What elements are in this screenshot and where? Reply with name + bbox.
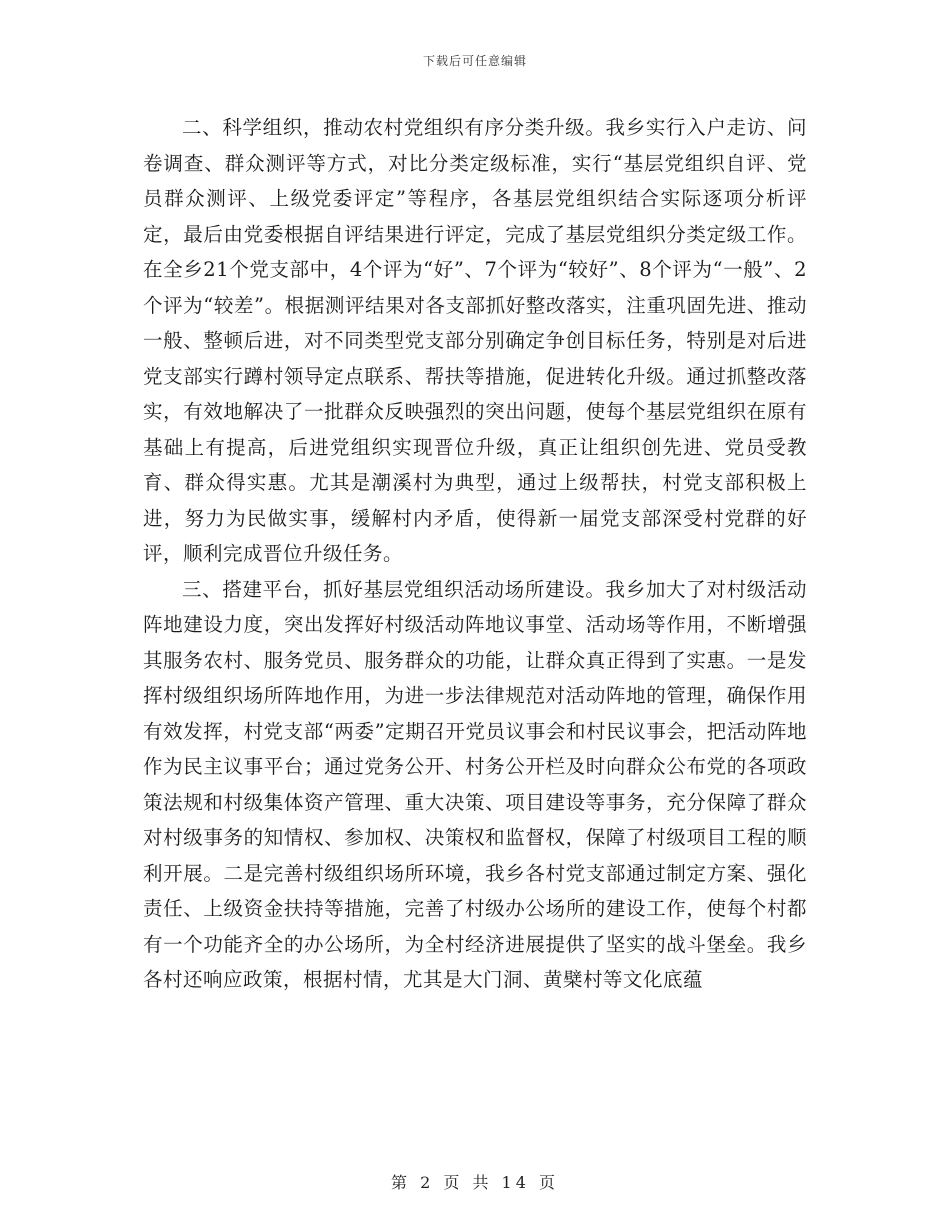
document-body	[143, 110, 807, 998]
paragraph-section-three: 三、搭建平台，抓好基层党组织活动场所建设。我乡加大了对村级活动阵地建设力度，突出发挥好村级活动阵地议事堂、活动场等作用，不断增强其服务农村、服务党员、服务群众的功能，让群众真正得到了实惠。一是发挥村级组织场所阵地作用，为进一步法律规范对活动阵地的管理，确保作用有效发挥，村党支部“两委”定期召开党员议事会和村民议事会，把活动阵地作为民主议事平台；通过党务公开、村务公开栏及时向群众公布党的各项政策法规和村级集体资产管理、重大决策、项目建设等事务，充分保障了群众对村级事务的知情权、参加权、决策权和监督权，保障了村级项目工程的顺利开展。二是完善村级组织场所环境，我乡各村党支部通过制定方案、强化责任、上级资金扶持等措施，完善了村级办公场所的建设工作，使每个村都有一个功能齐全的办公场所，为全村经济进展提供了坚实的战斗堡垒。我乡各村还响应政策，根据村情，尤其是大门洞、黄檗村等文化底蕴	[143, 577, 807, 991]
page-header: 下载后可任意编辑	[422, 54, 527, 68]
page-number-footer: 第 2 页 共 14 页	[391, 1173, 559, 1192]
paragraph-section-two: 二、科学组织，推动农村党组织有序分类升级。我乡实行入户走访、问卷调查、群众测评等方式，对比分类定级标准，实行“基层党组织自评、党员群众测评、上级党委评定”等程序，各基层党组织结合实际逐项分析评定，最后由党委根据自评结果进行评定，完成了基层党组织分类定级工作。在全乡21个党支部中，4个评为“好”、7个评为“较好”、8个评为“一般”、2个评为“较差”。根据测评结果对各支部抓好整改落实，注重巩固先进、推动一般、整顿后进，对不同类型党支部分别确定争创目标任务，特别是对后进党支部实行蹲村领导定点联系、帮扶等措施，促进转化升级。通过抓整改落实，有效地解决了一批群众反映强烈的突出问题，使每个基层党组织在原有基础上有提高，后进党组织实现晋位升级，真正让组织创先进、党员受教育、群众得实惠。尤其是潮溪村为典型，通过上级帮扶，村党支部积极上进，努力为民做实事，缓解村内矛盾，使得新一届党支部深受村党群的好评，顺利完成晋位升级任务。	[143, 116, 807, 565]
